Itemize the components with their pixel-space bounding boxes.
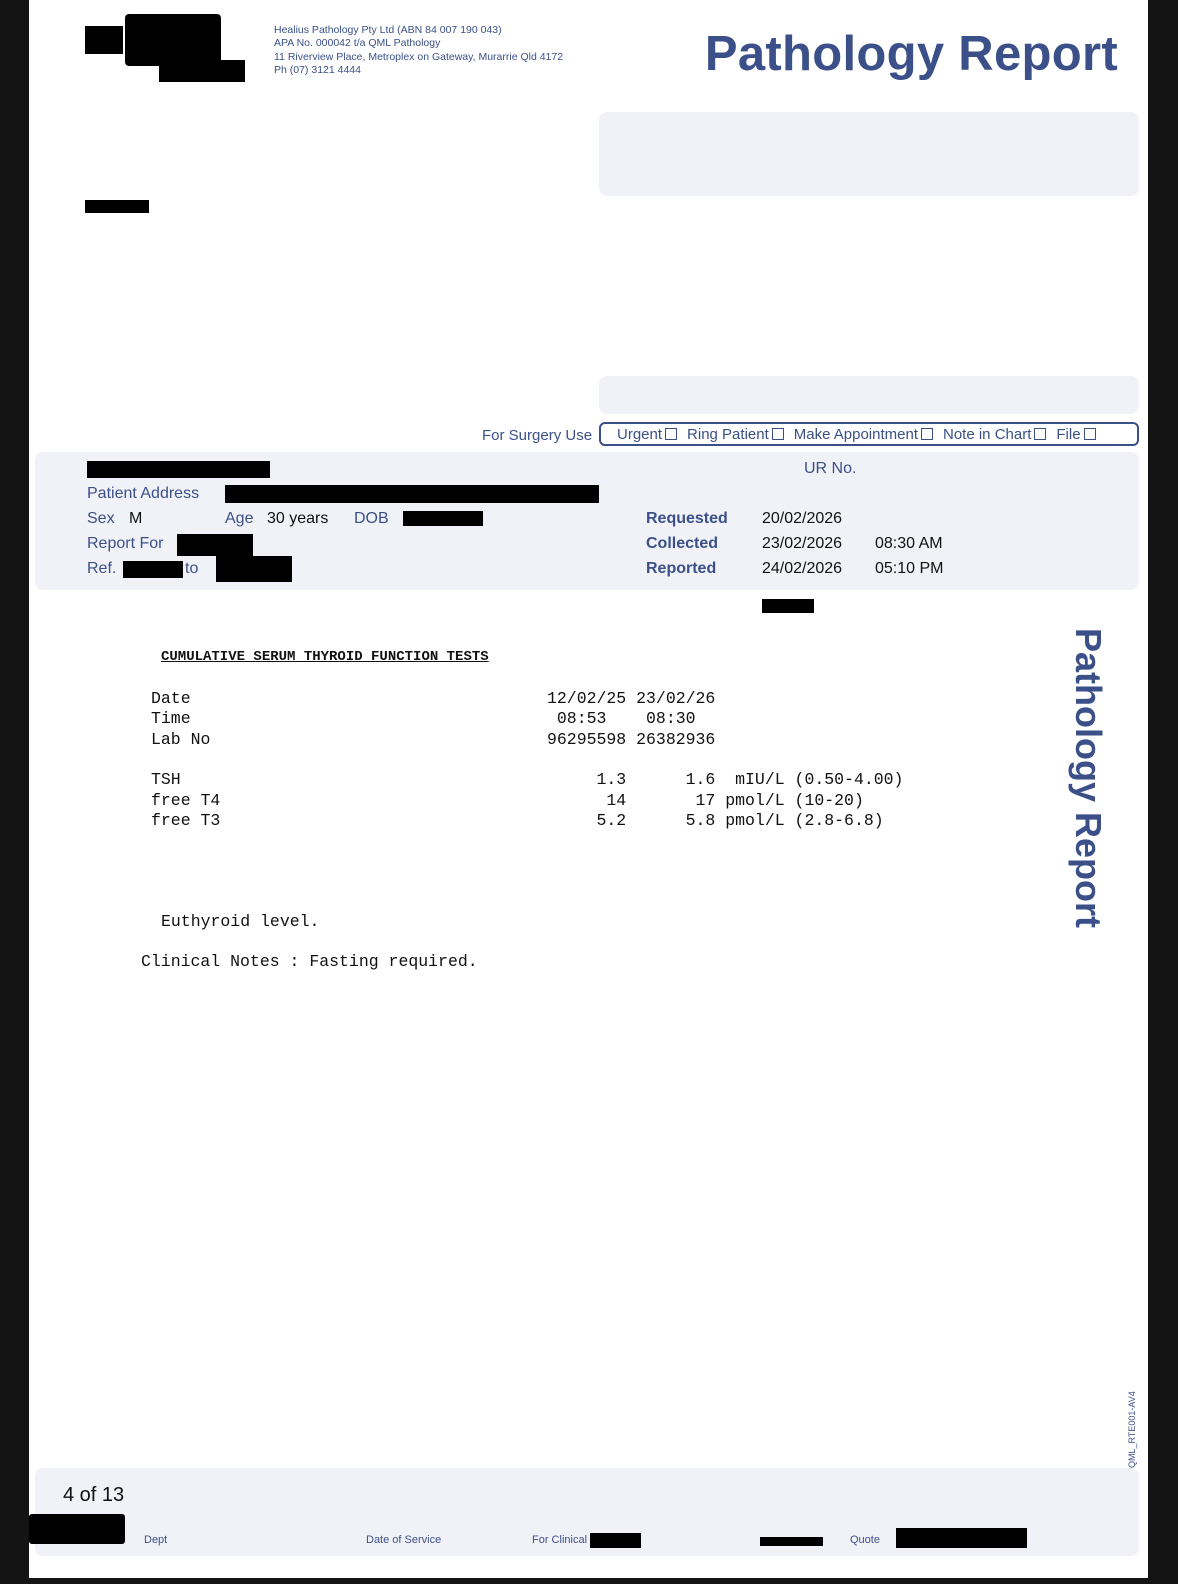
time-row-values: 08:53 08:30 xyxy=(547,709,696,728)
tsh-row-values: 1.3 1.6 mIU/L (0.50-4.00) xyxy=(547,770,904,789)
logo-redaction xyxy=(159,60,245,82)
age-label: Age xyxy=(225,510,254,527)
recipient-redaction xyxy=(85,200,149,213)
footer-redaction xyxy=(29,1514,125,1544)
reference-panel xyxy=(599,376,1139,414)
requested-date: 20/02/2026 xyxy=(762,510,843,527)
ring-patient-checkbox[interactable] xyxy=(772,428,784,440)
date-of-service-label: Date of Service xyxy=(366,1534,442,1546)
surgery-options xyxy=(599,422,1139,446)
results-title: CUMULATIVE SERUM THYROID FUNCTION TESTS xyxy=(161,649,489,665)
reported-time: 05:10 PM xyxy=(875,560,944,577)
ref-label: Ref. xyxy=(87,560,117,577)
ref-to-label: to xyxy=(185,560,199,577)
labno-row-label: Lab No xyxy=(151,730,211,749)
note-in-chart-checkbox[interactable] xyxy=(1034,428,1046,440)
date-row-values: 12/02/25 23/02/26 xyxy=(547,689,716,708)
interpretation-comment: Euthyroid level. xyxy=(161,912,320,931)
logo-redaction xyxy=(125,14,221,66)
footer-redaction xyxy=(896,1528,1027,1548)
make-appointment-label: Make Appointment xyxy=(793,425,918,443)
quote-label: Quote xyxy=(850,1534,880,1546)
file-label: File xyxy=(1056,425,1081,443)
lab-line: APA No. 000042 t/a QML Pathology xyxy=(274,37,441,50)
patient-name-redaction xyxy=(87,461,270,478)
lab-line: Ph (07) 3121 4444 xyxy=(274,63,361,76)
reported-label: Reported xyxy=(646,560,717,577)
note-in-chart-label: Note in Chart xyxy=(943,425,1032,443)
collected-label: Collected xyxy=(646,535,719,552)
patient-address-redaction xyxy=(225,485,599,503)
dob-redaction xyxy=(403,511,483,526)
urgent-label: Urgent xyxy=(617,425,663,443)
lab-header xyxy=(274,24,563,77)
side-title: Pathology Report xyxy=(1068,628,1109,929)
page-title: Pathology Report xyxy=(704,27,1118,81)
page-number: 4 of 13 xyxy=(63,1484,125,1506)
ref-redaction xyxy=(123,561,183,578)
report-for-redaction xyxy=(177,534,253,556)
lab-ref-redaction xyxy=(762,599,814,613)
dob-label: DOB xyxy=(354,510,389,527)
logo-redaction xyxy=(85,26,123,54)
footer-redaction xyxy=(590,1533,641,1548)
free-t4-row-label: free T4 xyxy=(151,791,221,810)
file-option[interactable] xyxy=(1056,426,1095,443)
report-page xyxy=(29,0,1148,1578)
collected-time: 08:30 AM xyxy=(875,535,943,552)
file-checkbox[interactable] xyxy=(1084,428,1096,440)
labno-row-values: 96295598 26382936 xyxy=(547,730,716,749)
clinical-notes: Clinical Notes : Fasting required. xyxy=(141,952,478,971)
free-t3-row-values: 5.2 5.8 pmol/L (2.8-6.8) xyxy=(547,811,884,830)
tsh-row-label: TSH xyxy=(151,770,181,789)
sex-value: M xyxy=(129,510,143,527)
sex-label: Sex xyxy=(87,510,115,527)
requested-label: Requested xyxy=(646,510,728,527)
make-appointment-checkbox[interactable] xyxy=(921,428,933,440)
free-t4-row-values: 14 17 pmol/L (10-20) xyxy=(547,791,864,810)
reported-date: 24/02/2026 xyxy=(762,560,843,577)
make-appointment-option[interactable] xyxy=(794,426,933,443)
ring-patient-label: Ring Patient xyxy=(687,425,769,443)
lab-line: 11 Riverview Place, Metroplex on Gateway, Murarrie Qld 4172 xyxy=(274,50,564,63)
free-t3-row-label: free T3 xyxy=(151,811,221,830)
urgent-checkbox[interactable] xyxy=(665,428,677,440)
date-row-label: Date xyxy=(151,689,191,708)
ref-to-redaction xyxy=(216,556,292,582)
ring-patient-option[interactable] xyxy=(687,426,784,443)
for-clinical-label: For Clinical xyxy=(532,1534,588,1546)
surgery-use-label: For Surgery Use xyxy=(482,427,593,444)
ur-number-label: UR No. xyxy=(804,460,857,477)
dept-label: Dept xyxy=(144,1534,168,1546)
collected-date: 23/02/2026 xyxy=(762,535,843,552)
lab-line: Healius Pathology Pty Ltd (ABN 84 007 190 043) xyxy=(274,24,502,36)
address-panel xyxy=(599,112,1139,196)
note-in-chart-option[interactable] xyxy=(943,426,1046,443)
footer-redaction xyxy=(760,1537,823,1546)
age-value: 30 years xyxy=(267,510,329,527)
report-for-label: Report For xyxy=(87,535,164,552)
form-code: QML_RTE001-AV4 xyxy=(1127,1391,1137,1468)
time-row-label: Time xyxy=(151,709,191,728)
urgent-option[interactable] xyxy=(617,426,677,443)
patient-address-label: Patient Address xyxy=(87,485,200,502)
